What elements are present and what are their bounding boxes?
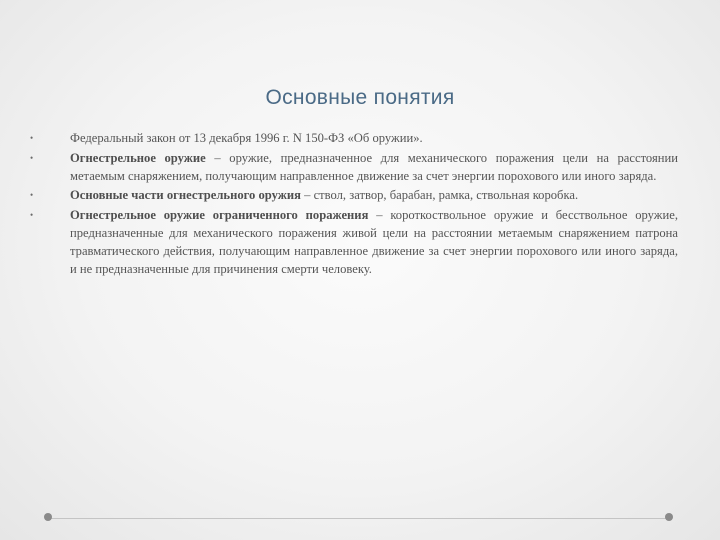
list-item: [30, 207, 678, 278]
item-text: – ствол, затвор, барабан, рамка, ствольная коробка.: [300, 188, 579, 203]
footer-divider: [48, 518, 672, 519]
item-text: Федеральный закон от 13 декабря 1996 г. N 150-ФЗ «Об оружии».: [70, 131, 423, 145]
bullet-icon: •: [30, 190, 34, 201]
item-term: Огнестрельное оружие ограниченного поражения: [70, 208, 369, 223]
footer-dot-left-icon: [44, 513, 52, 521]
list-item-text: [70, 207, 678, 278]
item-text: – оружие, предназначенное для механического поражения цели на расстоянии метаемым снаряжением, получающим направленное движение за счет энергии порохового или иного заряда.: [70, 150, 678, 183]
list-item: [30, 150, 678, 186]
item-text: – короткоствольное оружие и бесствольное оружие, предназначенные для механического поражения живой цели на расстоянии метаемым снаряжением патрона травматического действия, получающим направленное движение за счет энергии порохового или иного заряда, и не предназначенные для причинения смерти человеку.: [70, 208, 678, 276]
bullet-icon: •: [30, 210, 34, 221]
list-item: [30, 187, 678, 205]
item-term: Основные части огнестрельного оружия: [70, 188, 301, 203]
list-item-text: [70, 150, 678, 186]
item-term: Огнестрельное оружие: [70, 150, 206, 165]
footer-dot-right-icon: [665, 513, 673, 521]
bullet-icon: •: [30, 152, 34, 163]
list-item: [30, 130, 678, 148]
slide-title: Основные понятия: [265, 86, 455, 109]
list-item-text: [70, 187, 678, 205]
list-item-text: [70, 130, 678, 148]
bullet-icon: •: [30, 133, 34, 143]
bullet-list: [30, 130, 678, 280]
